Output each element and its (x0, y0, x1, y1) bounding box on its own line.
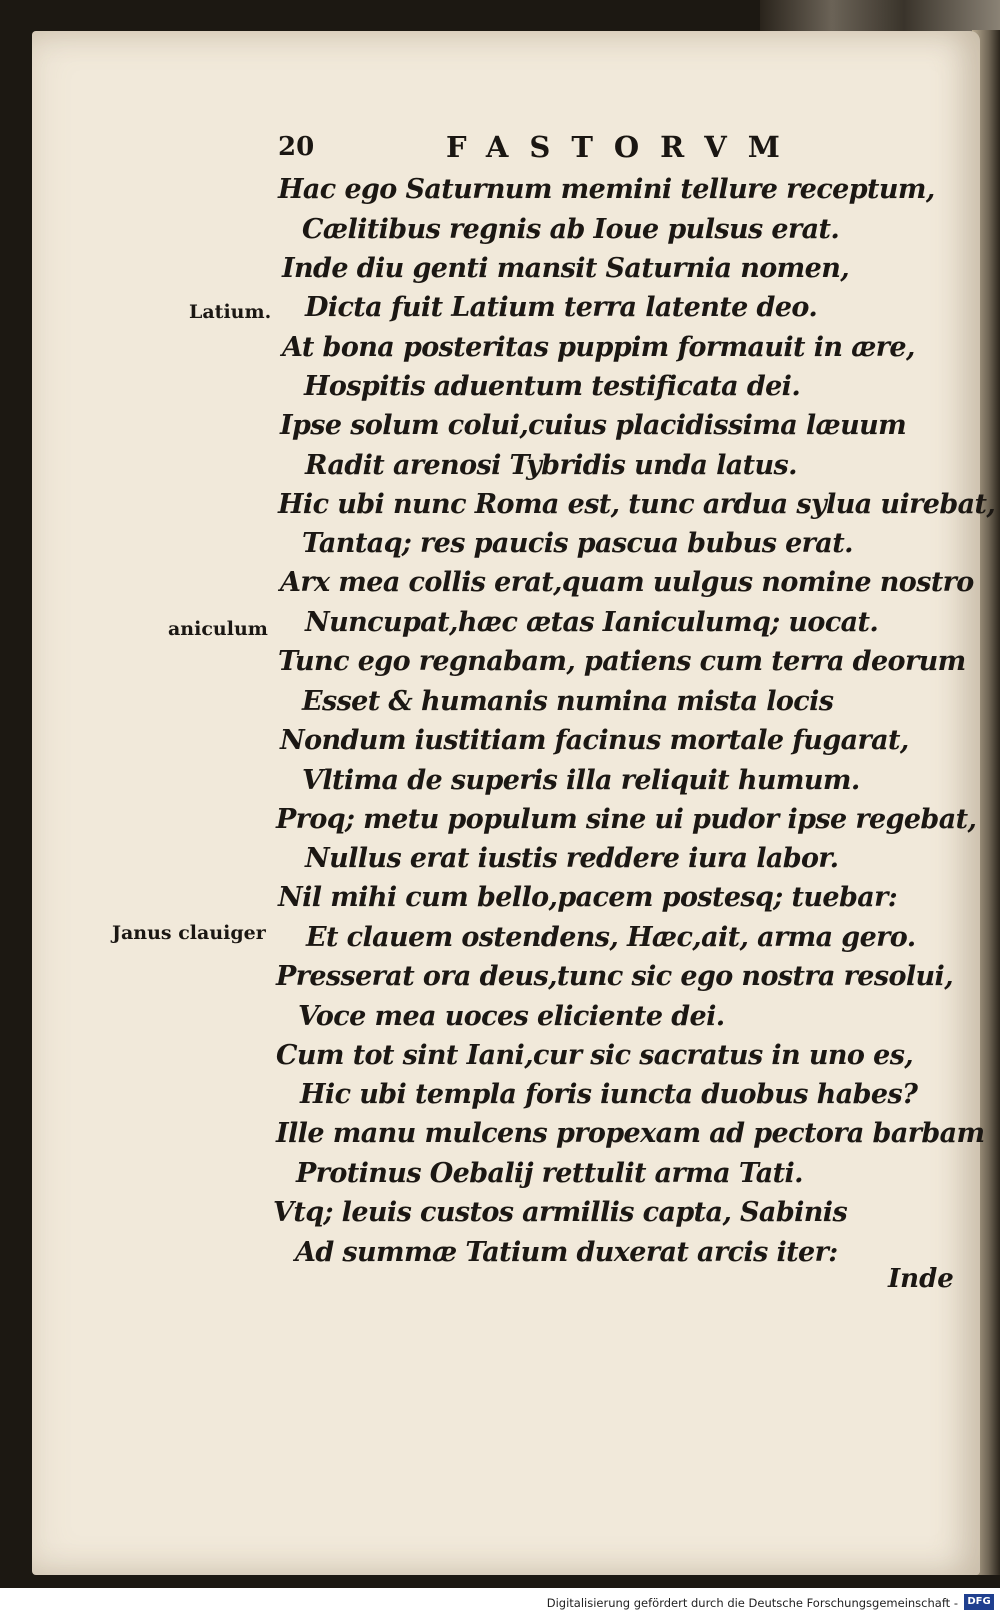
verse-line: Hic ubi nunc Roma est, tunc ardua sylua uirebat, (278, 489, 996, 520)
verse-line: Arx mea collis erat,quam uulgus nomine nostro (280, 567, 974, 598)
verse-line: Cælitibus regnis ab Ioue pulsus erat. (302, 214, 840, 245)
verse-line: Tantaq; res paucis pascua bubus erat. (302, 528, 853, 559)
catchword: Inde (888, 1264, 954, 1294)
verse-line: Nuncupat,hæc ætas Ianiculumq; uocat. (305, 607, 879, 638)
verse-line: Hic ubi templa foris iuncta duobus habes? (300, 1079, 918, 1110)
verse-line: Presserat ora deus,tunc sic ego nostra resolui, (276, 961, 954, 992)
verse-line: Tunc ego regnabam, patiens cum terra deorum (278, 646, 966, 677)
verse-line: Vltima de superis illa reliquit humum. (302, 765, 860, 796)
verse-line: Ipse solum colui,cuius placidissima læuum (280, 410, 907, 441)
verse-line: Esset & humanis numina mista locis (302, 686, 834, 717)
verse-line: Nondum iustitiam facinus mortale fugarat, (280, 725, 909, 756)
verse-line: At bona posteritas puppim formauit in ære, (282, 332, 915, 363)
verse-line: Voce mea uoces eliciente dei. (298, 1001, 725, 1032)
verse-line: Vtq; leuis custos armillis capta, Sabinis (273, 1197, 848, 1228)
marginal-note-ianiculum: aniculum (168, 618, 268, 640)
verse-line: Ad summæ Tatium duxerat arcis iter: (295, 1237, 838, 1268)
verse-line: Et clauem ostendens, Hæc,ait, arma gero. (306, 922, 916, 953)
footer-credit: Digitalisierung gefördert durch die Deutsche Forschungsgemeinschaft - (546, 1596, 958, 1610)
verse-line: Nil mihi cum bello,pacem postesq; tuebar: (278, 882, 898, 913)
verse-line: Protinus Oebalij rettulit arma Tati. (296, 1158, 803, 1189)
digitization-footer (0, 1588, 1000, 1620)
verse-line: Inde diu genti mansit Saturnia nomen, (282, 253, 850, 284)
verse-line: Radit arenosi Tybridis unda latus. (305, 450, 797, 481)
verse-line: Hac ego Saturnum memini tellure receptum, (278, 174, 935, 205)
marginal-note-janus: Janus clauiger (112, 922, 266, 944)
verse-line: Ille manu mulcens propexam ad pectora barbam (276, 1118, 985, 1149)
running-title: FASTORVM (446, 130, 801, 164)
verse-line: Dicta fuit Latium terra latente deo. (305, 292, 818, 323)
page-number: 20 (278, 132, 315, 162)
verse-line: Hospitis aduentum testificata dei. (304, 371, 801, 402)
verse-line: Proq; metu populum sine ui pudor ipse regebat, (276, 804, 977, 835)
verse-line: Nullus erat iustis reddere iura labor. (305, 843, 839, 874)
dfg-logo: DFG (964, 1594, 994, 1610)
verse-line: Cum tot sint Iani,cur sic sacratus in uno es, (276, 1040, 914, 1071)
marginal-note-latium: Latium. (189, 301, 272, 323)
